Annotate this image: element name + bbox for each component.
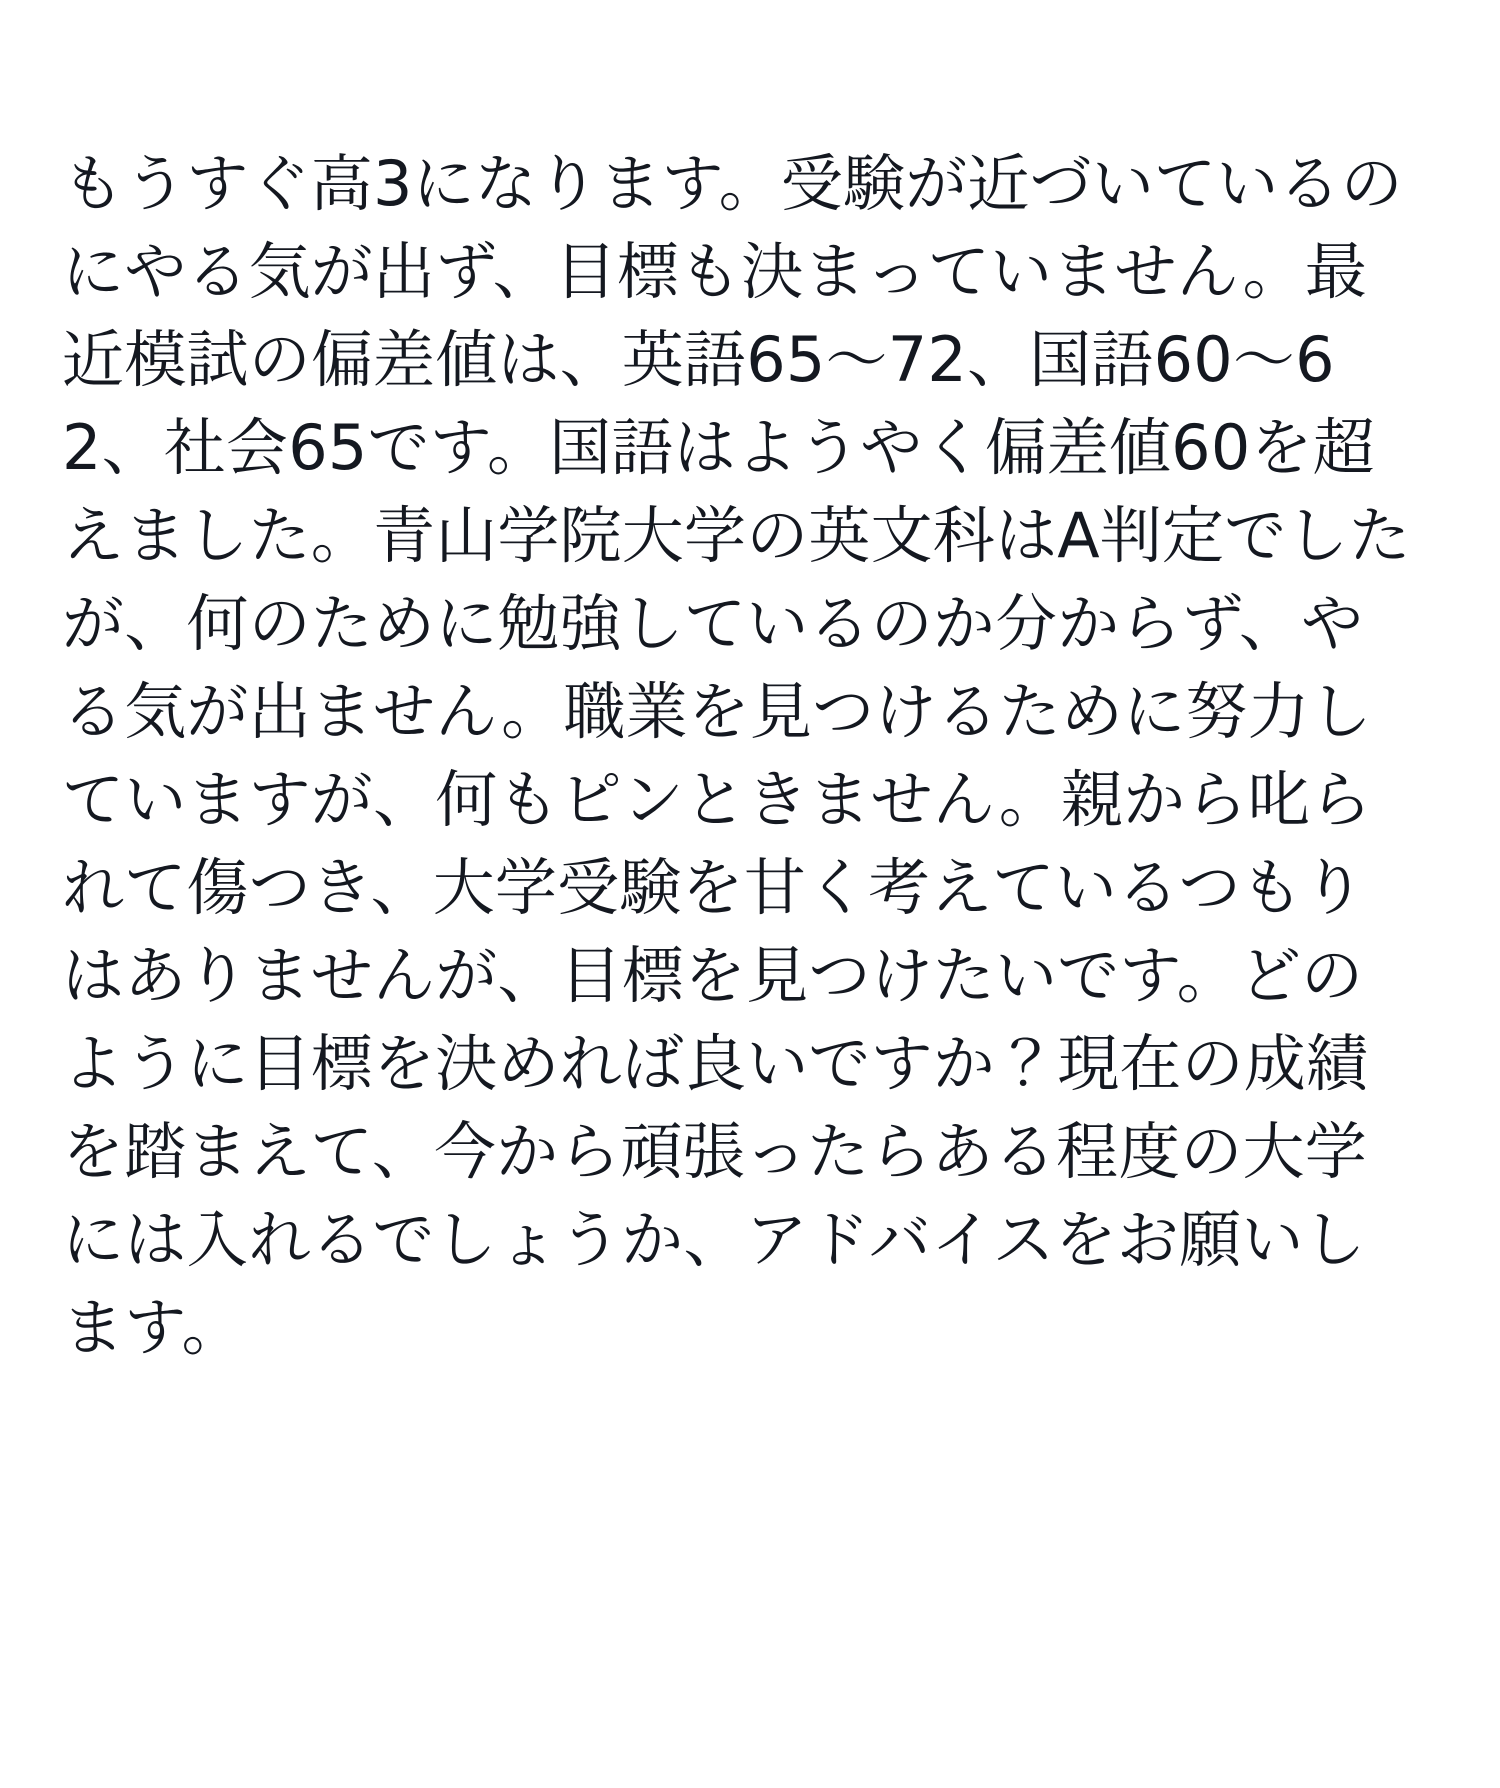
question-text: もうすぐ高3になります。受験が近づいているのにやる気が出ず、目標も決まっていません。最近模試の偏差値は、英語65～72、国語60～62、社会65です。国語はようやく偏差値60を超えました。青山学院大学の英文科はA判定でしたが、何のために勉強しているのか分からず、やる気が出ません。職業を見つけるために努力していますが、何もピンときません。親から叱られて傷つき、大学受験を甘く考えているつもりはありませんが、目標を見つけたいです。どのように目標を決めれば良いですか？現在の成績を踏まえて、今から頑張ったらある程度の大学には入れるでしょうか、アドバイスをお願いします。 [62, 147, 1411, 1365]
